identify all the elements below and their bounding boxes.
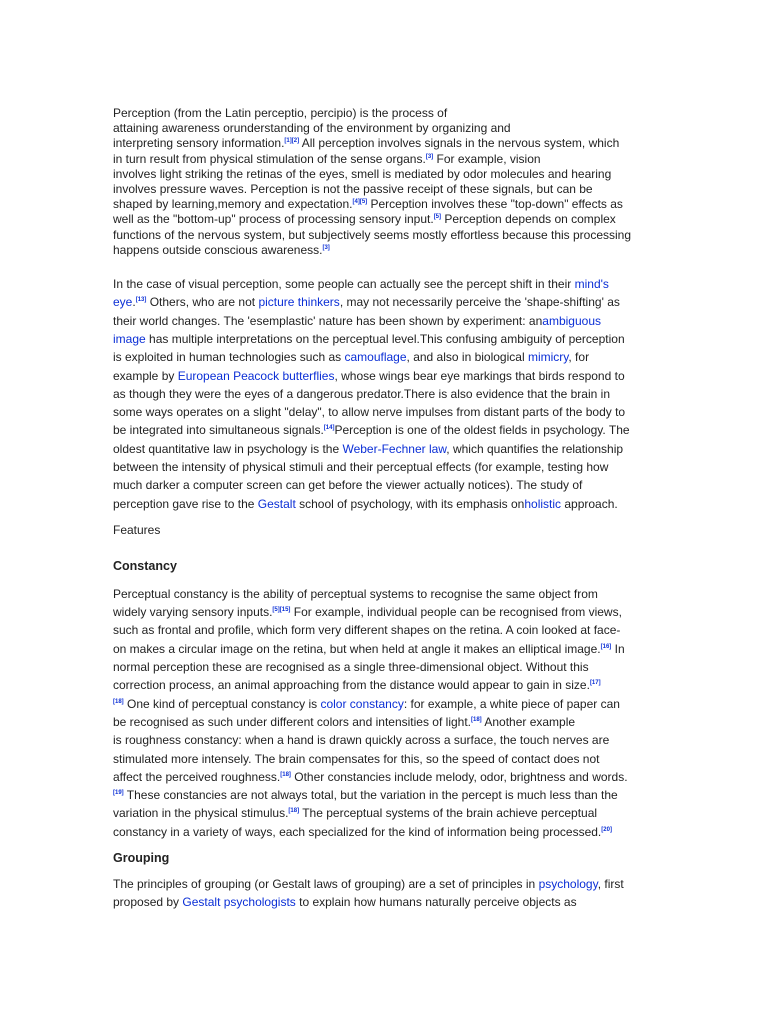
citation-superscript — [322, 245, 329, 251]
inline-link[interactable]: eye — [113, 295, 133, 310]
text-line: variation in the physical stimulus.[18] The perceptual systems of the brain achieve perceptual — [113, 806, 598, 821]
text-line: happens outside conscious awareness.[3] — [113, 242, 330, 257]
text-line: much darker a computer screen can get before the viewer actually notices). The study of — [113, 478, 583, 493]
citation-link[interactable]: [17] — [589, 680, 601, 687]
text-line: is roughness constancy: when a hand is drawn quickly across a surface, the touch nerves are — [113, 733, 610, 748]
inline-link[interactable]: European Peacock butterflies — [177, 368, 335, 383]
citation-superscript — [471, 717, 482, 723]
text-line: attaining awareness orunderstanding of the environment by organizing and — [113, 121, 511, 136]
citation-link[interactable]: [19] — [113, 790, 124, 797]
citation-superscript — [324, 425, 335, 431]
text-line: on makes a circular image on the retina, but when held at angle it makes an elliptical image.[16] In — [113, 641, 625, 656]
inline-link[interactable]: holistic — [524, 496, 562, 511]
citation-link[interactable]: [1][2] — [284, 138, 300, 145]
inline-link[interactable]: camouflage — [344, 350, 407, 365]
citation-superscript — [288, 808, 299, 814]
citation-link[interactable]: [3] — [322, 244, 330, 251]
citation-link[interactable]: [3] — [425, 153, 434, 160]
text-line: affect the perceived roughness.[18] Other constancies include melody, odor, brightness and words. — [113, 769, 628, 784]
citation-link[interactable]: [18] — [280, 771, 291, 778]
text-line: involves light striking the retinas of the eyes, smell is mediated by odor molecules and hearing — [113, 166, 612, 181]
text-line: normal perception these are recognised as a single three-dimensional object. Without this — [113, 660, 589, 675]
constancy-paragraph — [113, 585, 658, 841]
text-line: constancy in a variety of ways, each specialized for the kind of information being processed.[20] — [113, 824, 612, 839]
text-line: image has multiple interpretations on the perceptual level.This confusing ambiguity of perception — [113, 331, 625, 346]
text-line: oldest quantitative law in psychology is the Weber-Fechner law, which quantifies the relationship — [113, 441, 624, 456]
text-line: interpreting sensory information.[1][2] All perception involves signals in the nervous system, which — [113, 136, 620, 151]
citation-link[interactable]: [5][15] — [272, 607, 291, 614]
text-line: proposed by Gestalt psychologists to explain how humans naturally perceive objects as — [113, 895, 577, 910]
citation-link[interactable]: [13] — [135, 297, 147, 304]
text-line: between the intensity of physical stimuli and their perceptual effects (for example, testing how — [113, 460, 609, 474]
text-line: as though they were the eyes of a dangerous predator.There is also evidence that the brain in — [113, 386, 610, 401]
text-line: perception gave rise to the Gestalt school of psychology, with its emphasis onholistic approach. — [113, 496, 618, 511]
inline-link[interactable]: picture thinkers — [258, 295, 340, 310]
inline-link[interactable]: image — [113, 331, 146, 346]
citation-superscript — [601, 644, 612, 650]
text-line: [19] These constancies are not always total, but the variation in the percept is much less than the — [113, 788, 618, 803]
text-line: correction process, an animal approaching from the distance would appear to gain in size.[17] — [113, 678, 601, 693]
inline-link[interactable]: mimicry — [527, 350, 569, 365]
visual-perception-paragraph — [113, 275, 658, 513]
text-line: example by European Peacock butterflies, whose wings bear eye markings that birds respond to — [113, 368, 625, 383]
text-line: well as the "bottom-up" process of processing sensory input.[5] Perception depends on complex — [113, 212, 616, 227]
text-line: involves pressure waves. Perception is not the passive receipt of these signals, but can be — [113, 182, 593, 197]
citation-superscript — [352, 199, 367, 205]
inline-link[interactable]: mind's — [574, 277, 609, 292]
citation-link[interactable]: [20] — [601, 826, 612, 833]
text-line: is exploited in human technologies such as camouflage, and also in biological mimicry, for — [113, 350, 590, 365]
citation-superscript — [113, 790, 124, 796]
text-line: their world changes. The 'esemplastic' nature has been shown by experiment: anambiguous — [113, 313, 601, 328]
citation-superscript — [590, 680, 601, 686]
intro-paragraph — [113, 106, 658, 258]
text-line: eye.[13] Others, who are not picture thinkers, may not necessarily perceive the 'shape-shifting' as — [113, 295, 620, 310]
text-line: be integrated into simultaneous signals.[14]Perception is one of the oldest fields in psychology. The — [113, 423, 630, 438]
citation-link[interactable]: [16] — [600, 643, 612, 650]
citation-link[interactable]: [18] — [113, 698, 124, 705]
citation-superscript — [272, 607, 290, 613]
inline-link[interactable]: Gestalt — [257, 496, 296, 511]
text-line: widely varying sensory inputs.[5][15] For example, individual people can be recognised from views, — [113, 605, 622, 620]
article-body — [113, 106, 658, 912]
inline-link[interactable]: Weber-Fechner law — [342, 441, 447, 456]
inline-link[interactable]: ambiguous — [542, 313, 601, 328]
citation-link[interactable]: [5] — [433, 214, 442, 221]
citation-link[interactable]: [14] — [323, 425, 335, 432]
inline-link[interactable]: Gestalt psychologists — [182, 895, 296, 910]
text-line: be recognised as such under different colors and intensities of light.[18] Another example — [113, 714, 576, 729]
citation-superscript — [601, 827, 612, 833]
citation-superscript — [113, 699, 124, 705]
citation-link[interactable]: [18] — [471, 716, 482, 723]
constancy-heading: Constancy — [113, 558, 177, 573]
citation-superscript — [426, 154, 433, 160]
text-line: shaped by learning,memory and expectation.[4][5] Perception involves these "top-down" effects as — [113, 197, 623, 212]
text-line: functions of the nervous system, but subjectively seems mostly effortless because this processing — [113, 227, 632, 242]
citation-link[interactable]: [18] — [288, 808, 300, 815]
text-line: in turn result from physical stimulation of the sense organs.[3] For example, vision — [113, 151, 541, 166]
citation-superscript — [136, 297, 147, 303]
text-line: Perception (from the Latin perceptio, percipio) is the process of — [113, 106, 448, 120]
text-line: some ways operates on a slight "delay", to allow nerve impulses from distant parts of the body to — [113, 405, 626, 420]
grouping-paragraph — [113, 875, 658, 912]
citation-link[interactable]: [4][5] — [352, 199, 368, 206]
text-line: stimulated more intensely. The brain compensates for this, so the speed of contact does not — [113, 751, 600, 766]
features-label: Features — [113, 522, 161, 537]
citation-superscript — [280, 772, 291, 778]
inline-link[interactable]: psychology — [538, 877, 598, 892]
inline-link[interactable]: color constancy — [320, 696, 404, 711]
text-line: Perceptual constancy is the ability of perceptual systems to recognise the same object from — [113, 586, 598, 601]
text-line: such as frontal and profile, which form very different shapes on the retina. A coin looked at face- — [113, 623, 621, 638]
text-line: In the case of visual perception, some people can actually see the percept shift in their mind's — [113, 277, 609, 292]
citation-superscript — [284, 138, 299, 144]
text-line: [18] One kind of perceptual constancy is color constancy: for example, a white piece of paper can — [113, 696, 620, 711]
text-line: The principles of grouping (or Gestalt laws of grouping) are a set of principles in psychology, first — [113, 877, 624, 892]
grouping-heading: Grouping — [113, 851, 170, 866]
citation-superscript — [434, 214, 441, 220]
